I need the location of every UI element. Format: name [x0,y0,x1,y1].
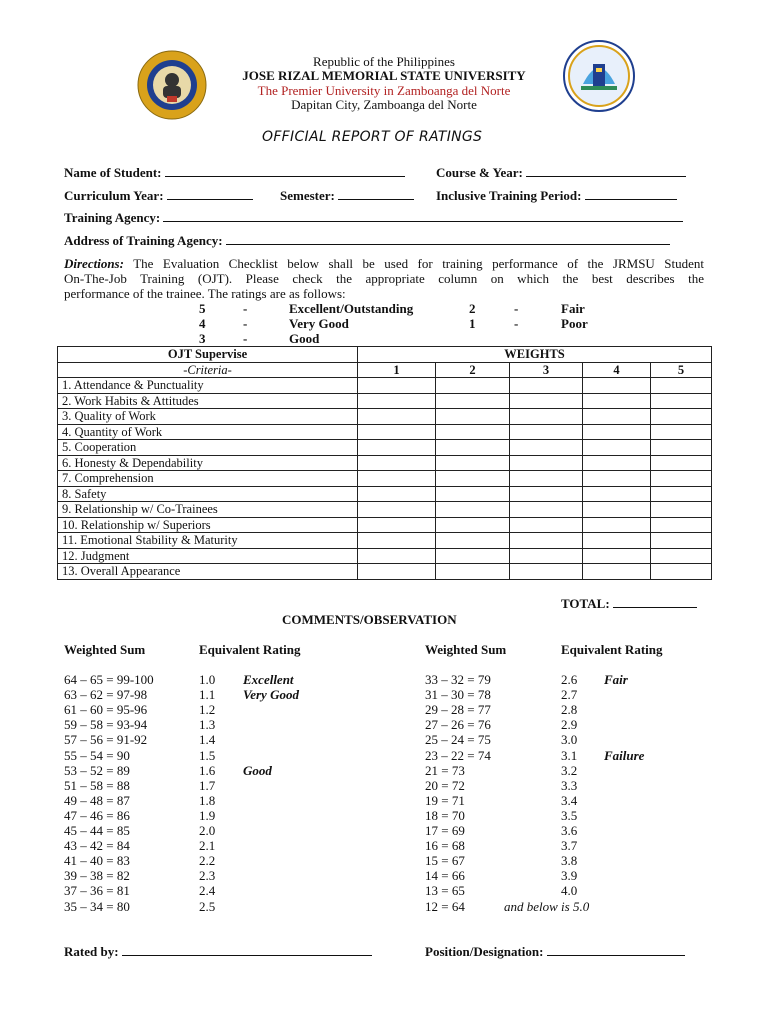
rating-cell[interactable] [510,548,583,564]
equivalent-rating: 3.3 [561,777,578,793]
scale-num: 5 [199,301,206,316]
comments-heading: COMMENTS/OBSERVATION [282,612,457,627]
position-field: Position/Designation: [425,944,685,960]
weighted-sum: 33 – 32 = 79 [425,672,491,687]
table-row [58,378,712,394]
position-blank[interactable] [547,944,685,956]
equivalent-rating: 1.8 [199,792,216,808]
equivalent-rating: 4.0 [561,883,578,899]
criterion-label: 13. Overall Appearance [58,564,358,580]
equivalent-rating: 1.4 [199,732,216,748]
weighted-sum: 17 = 69 [425,823,465,838]
weighted-sum: 53 – 52 = 89 [64,762,130,778]
rating-cell[interactable] [651,393,712,409]
rating-cell[interactable] [510,378,583,394]
rating-cell[interactable] [651,486,712,502]
rating-cell[interactable] [436,440,510,456]
rating-cell[interactable] [651,455,712,471]
rating-cell[interactable] [510,517,583,533]
rating-cell[interactable] [358,502,436,518]
scale-num: 2 [469,301,476,316]
table-row [58,440,712,456]
scale-dash: - [243,331,248,346]
rating-cell[interactable] [436,409,510,425]
rating-description: Fair [604,672,628,687]
table-row [58,486,712,502]
weighted-sum: 41 – 40 = 83 [64,853,130,869]
rating-cell[interactable] [436,502,510,518]
table-row [58,517,712,533]
rating-cell[interactable] [358,424,436,440]
scale-label: Excellent/Outstanding [289,301,414,316]
semester-blank[interactable] [338,188,414,200]
rating-cell[interactable] [583,564,651,580]
rating-cell[interactable] [436,548,510,564]
weighted-sum: 21 = 73 [425,762,465,778]
rating-cell[interactable] [510,533,583,549]
rating-cell[interactable] [651,533,712,549]
rating-cell[interactable] [358,378,436,394]
criterion-label: 4. Quantity of Work [58,424,358,440]
equivalent-rating: 3.1 [561,747,578,763]
equivalent-rating: 3.6 [561,823,578,838]
rating-cell[interactable] [583,424,651,440]
weight-4: 4 [583,362,651,378]
equivalent-rating: 1.0 [199,672,216,687]
rating-cell[interactable] [651,502,712,518]
scale-label: Very Good [289,316,349,331]
rating-cell[interactable] [358,393,436,409]
field-name-of-student: Name of Student: [64,165,405,181]
table-row [58,548,712,564]
equivalent-rating: 2.5 [199,898,216,914]
scale-label: Fair [561,301,585,316]
rating-cell[interactable] [583,548,651,564]
rating-cell[interactable] [510,424,583,440]
rating-cell[interactable] [436,471,510,487]
weighted-sum: 13 = 65 [425,883,465,899]
period-blank[interactable] [585,188,677,200]
criterion-label: 2. Work Habits & Attitudes [58,393,358,409]
rating-cell[interactable] [358,548,436,564]
table-row [58,564,712,580]
rating-cell[interactable] [583,378,651,394]
rating-cell[interactable] [358,533,436,549]
equivalent-rating: 2.3 [199,868,216,884]
field-curriculum-year: Curriculum Year: [64,188,253,204]
col-weights: WEIGHTS [358,347,712,363]
rating-description: Very Good [243,687,299,703]
rating-cell[interactable] [358,409,436,425]
rating-cell[interactable] [510,455,583,471]
equivalent-rating: 3.2 [561,762,578,778]
weighted-sum: 15 = 67 [425,853,465,869]
weighted-sum: 18 = 70 [425,807,465,823]
university-name: JOSE RIZAL MEMORIAL STATE UNIVERSITY [242,68,526,83]
weighted-sum: 19 = 71 [425,792,465,808]
weighted-sum: 35 – 34 = 80 [64,898,130,914]
rating-cell[interactable] [583,502,651,518]
rating-cell[interactable] [510,393,583,409]
col-ojt-supervise: OJT Supervise [58,347,358,363]
equivalent-rating: 1.5 [199,747,216,763]
equivalent-rating: 1.3 [199,717,216,733]
criterion-label: 12. Judgment [58,548,358,564]
field-course-year: Course & Year: [436,165,686,181]
table-row [58,455,712,471]
scale-num: 4 [199,316,206,331]
directions-line-1: Directions: The Evaluation Checklist below shall be used for training performance of the JRMSU Student [64,256,705,271]
equivalent-rating: 1.2 [199,702,216,718]
table-row [58,502,712,518]
equivalent-rating: 2.4 [199,883,216,899]
scale-label: Poor [561,316,588,331]
equivalent-rating: 2.7 [561,687,578,703]
equivalent-rating: 3.7 [561,838,578,854]
weighted-sum: 27 – 26 = 76 [425,717,491,733]
rating-description: and below is 5.0 [504,898,590,914]
weighted-sum: 55 – 54 = 90 [64,747,130,763]
criterion-label: 6. Honesty & Dependability [58,455,358,471]
weighted-sum: 59 – 58 = 93-94 [64,717,148,733]
equivalent-rating: 1.9 [199,807,216,823]
rating-cell[interactable] [510,564,583,580]
rating-cell[interactable] [651,424,712,440]
total-blank[interactable] [613,596,697,608]
equivalent-rating: 3.9 [561,868,578,884]
equivalent-rating: 3.4 [561,792,578,808]
rating-cell[interactable] [651,517,712,533]
rating-cell[interactable] [436,378,510,394]
weighted-sum: 25 – 24 = 75 [425,732,491,748]
rating-cell[interactable] [510,502,583,518]
right-head-sum: Weighted Sum [425,642,507,657]
rating-cell[interactable] [583,533,651,549]
equivalent-rating: 2.2 [199,853,216,869]
equivalent-rating: 3.8 [561,853,578,869]
table-subheader-row [58,362,712,378]
weighted-sum: 37 – 36 = 81 [64,883,130,899]
rating-cell[interactable] [651,471,712,487]
equivalent-rating: 1.1 [199,687,216,703]
equivalent-rating: 2.9 [561,717,578,733]
rating-cell[interactable] [651,548,712,564]
rating-cell[interactable] [436,455,510,471]
weighted-sum: 57 – 56 = 91-92 [64,732,148,748]
weighted-sum: 51 – 58 = 88 [64,777,130,793]
weighted-sum: 12 = 64 [425,898,465,914]
rating-cell[interactable] [358,486,436,502]
rating-cell[interactable] [358,455,436,471]
weighted-sum: 14 = 66 [425,868,465,884]
field-semester: Semester: [280,188,414,204]
rating-cell[interactable] [436,533,510,549]
rating-cell[interactable] [583,440,651,456]
rating-cell[interactable] [651,440,712,456]
rating-cell[interactable] [436,564,510,580]
rating-cell[interactable] [436,424,510,440]
left-head-rating: Equivalent Rating [199,642,301,657]
weighted-sum: 29 – 28 = 77 [425,702,491,718]
rating-description: Good [243,762,272,778]
weighted-sum: 63 – 62 = 97-98 [64,687,148,703]
course-blank[interactable] [526,165,686,177]
equivalent-rating: 1.6 [199,762,216,778]
scale-dash: - [514,316,519,331]
right-head-rating: Equivalent Rating [561,642,663,657]
weight-5: 5 [651,362,712,378]
name-blank[interactable] [165,165,405,177]
scale-dash: - [514,301,519,316]
rating-cell[interactable] [358,471,436,487]
equivalent-rating: 3.0 [561,732,578,748]
university-tagline: The Premier University in Zamboanga del Norte [257,83,511,98]
agency-blank[interactable] [163,210,683,222]
weighted-sum: 31 – 30 = 78 [425,687,491,703]
rating-cell[interactable] [651,564,712,580]
weight-1: 1 [358,362,436,378]
rating-cell[interactable] [436,486,510,502]
rating-cell[interactable] [510,486,583,502]
rating-cell[interactable] [358,440,436,456]
left-head-sum: Weighted Sum [64,642,146,657]
table-header-row [58,347,712,363]
weighted-sum: 47 – 46 = 86 [64,807,130,823]
rating-cell[interactable] [358,564,436,580]
rating-cell[interactable] [583,455,651,471]
weighted-sum: 49 – 48 = 87 [64,792,130,808]
rating-cell[interactable] [583,409,651,425]
evaluation-table [57,346,712,580]
rating-cell[interactable] [583,486,651,502]
weight-3: 3 [510,362,583,378]
weighted-sum: 39 – 38 = 82 [64,868,130,884]
equivalent-rating: 2.8 [561,702,578,718]
weighted-sum: 45 – 44 = 85 [64,823,130,838]
criterion-label: 9. Relationship w/ Co-Trainees [58,502,358,518]
field-address-agency: Address of Training Agency: [64,233,670,249]
criterion-label: 11. Emotional Stability & Maturity [58,533,358,549]
rated-by-blank[interactable] [122,944,372,956]
table-row [58,424,712,440]
equivalent-rating: 2.0 [199,823,216,838]
rating-cell[interactable] [651,378,712,394]
rating-cell[interactable] [358,517,436,533]
equivalent-rating: 1.7 [199,777,216,793]
republic-line: Republic of the Philippines [313,54,455,69]
directions-line-3: performance of the trainee. The ratings are as follows: [64,286,346,301]
rating-cell[interactable] [583,471,651,487]
criterion-label: 1. Attendance & Punctuality [58,378,358,394]
table-row [58,533,712,549]
table-row [58,393,712,409]
equivalent-rating: 2.6 [561,672,578,687]
rating-cell[interactable] [651,409,712,425]
rating-cell[interactable] [583,393,651,409]
page-title: OFFICIAL REPORT OF RATINGS [262,129,483,145]
rating-cell[interactable] [510,440,583,456]
criterion-label: 10. Relationship w/ Superiors [58,517,358,533]
university-location: Dapitan City, Zamboanga del Norte [291,97,477,112]
rating-cell[interactable] [436,517,510,533]
weighted-sum: 61 – 60 = 95-96 [64,702,148,718]
rating-cell[interactable] [436,393,510,409]
directions-line-2: On-The-Job Training (OJT). Please check the appropriate column on which the best describes the [64,271,704,286]
total-field: TOTAL: [561,596,697,612]
field-training-agency: Training Agency: [64,210,683,226]
table-row [58,409,712,425]
weight-2: 2 [436,362,510,378]
scale-num: 3 [199,331,206,346]
weighted-sum: 23 – 22 = 74 [425,747,491,763]
scale-dash: - [243,316,248,331]
criteria-label: -Criteria- [58,362,358,378]
scale-dash: - [243,301,248,316]
rating-cell[interactable] [583,517,651,533]
weighted-sum: 16 = 68 [425,838,465,854]
rating-cell[interactable] [510,409,583,425]
rated-by-field: Rated by: [64,944,372,960]
scale-label: Good [289,331,320,346]
criterion-label: 3. Quality of Work [58,409,358,425]
rating-description: Failure [604,747,645,763]
rating-description: Excellent [243,672,294,687]
table-row [58,471,712,487]
address-blank[interactable] [226,233,670,245]
criterion-label: 5. Cooperation [58,440,358,456]
rating-cell[interactable] [510,471,583,487]
weighted-sum: 64 – 65 = 99-100 [64,672,154,687]
curriculum-blank[interactable] [167,188,253,200]
criterion-label: 7. Comprehension [58,471,358,487]
scale-num: 1 [469,316,476,331]
weighted-sum: 43 – 42 = 84 [64,838,130,854]
weighted-sum: 20 = 72 [425,777,465,793]
criterion-label: 8. Safety [58,486,358,502]
field-inclusive-period: Inclusive Training Period: [436,188,677,204]
equivalent-rating: 3.5 [561,807,578,823]
equivalent-rating: 2.1 [199,838,216,854]
